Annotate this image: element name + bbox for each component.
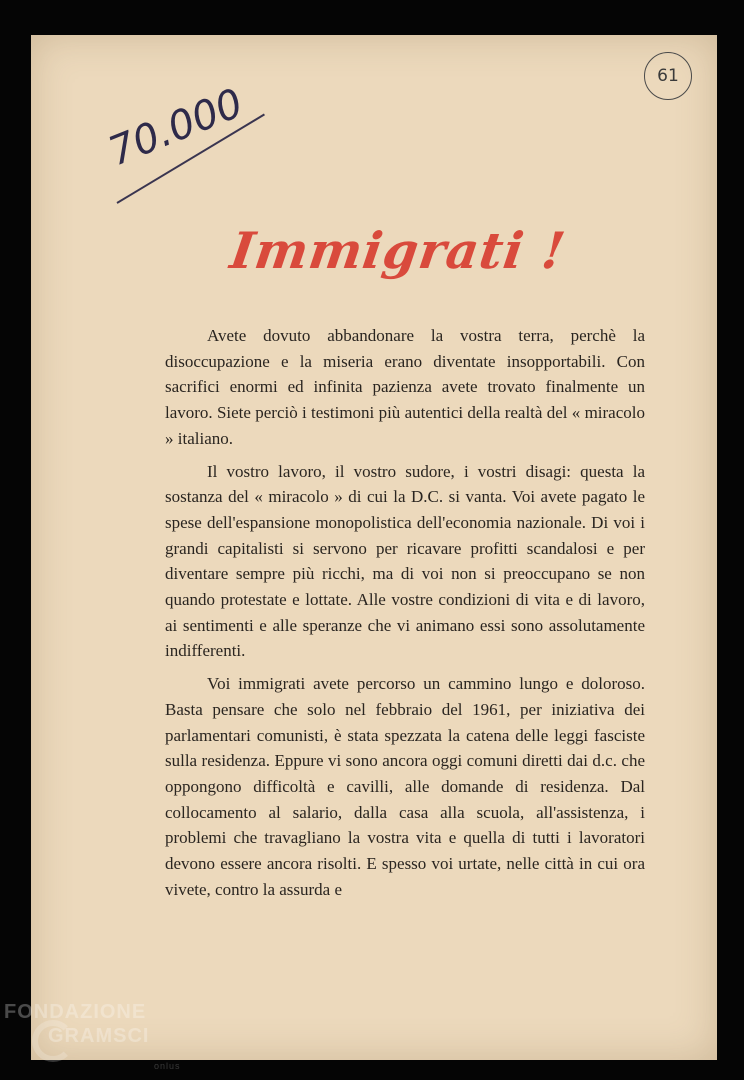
paragraph-1: Avete dovuto abbandonare la vostra terra, perchè la disoccupazione e la miseria erano diventate insopportabili. Con sacrifici enormi ed infinita pazienza avete trovato finalmente un lavoro. Siete perciò i testimoni più autentici della realtà del « miracolo » italiano.: [165, 326, 645, 448]
handwritten-number: 70.000: [102, 80, 250, 176]
document-page: [31, 35, 717, 1060]
watermark-sub: onlus: [154, 1061, 181, 1071]
body-text: [165, 323, 645, 909]
page-number: 61: [644, 52, 692, 100]
watermark-line2: GRAMSCI: [48, 1025, 150, 1047]
paragraph-3: Voi immigrati avete percorso un cammino lungo e doloroso. Basta pensare che solo nel febbraio del 1961, per iniziativa dei parlamentari comunisti, è stata spezzata la catena delle leggi fasciste sulla residenza. Eppure vi sono ancora oggi comuni diretti dai d.c. che oppongono difficoltà e cavilli, alle domande di residenza. Dal collocamento al salario, dalla casa alla scuola, all'assistenza, i problemi che travagliano la vostra vita e quella di tutti i lavoratori devono essere ancora risolti. E spesso voi urtate, nelle città in cui ora vivete, contro la assurda e: [165, 674, 645, 899]
watermark: [4, 1000, 181, 1071]
paragraph-2: Il vostro lavoro, il vostro sudore, i vostri disagi: questa la sostanza del « miracolo » di cui la D.C. si vanta. Voi avete pagato le spese dell'espansione monopolistica dell'economia nazionale. Di voi i grandi capitalisti si servono per ricavare profitti scandalosi e per diventare sempre più ricchi, ma di voi non si preoccupano se non quando protestate e lottate. Alle vostre condizioni di vita e di lavoro, ai sentimenti e alle speranze che vi animano essi sono assolutamente indifferenti.: [165, 461, 645, 661]
page-title: Immigrati !: [226, 221, 570, 280]
watermark-line1: FONDAZIONE: [4, 1001, 147, 1023]
watermark-logo-icon: [32, 1020, 74, 1062]
